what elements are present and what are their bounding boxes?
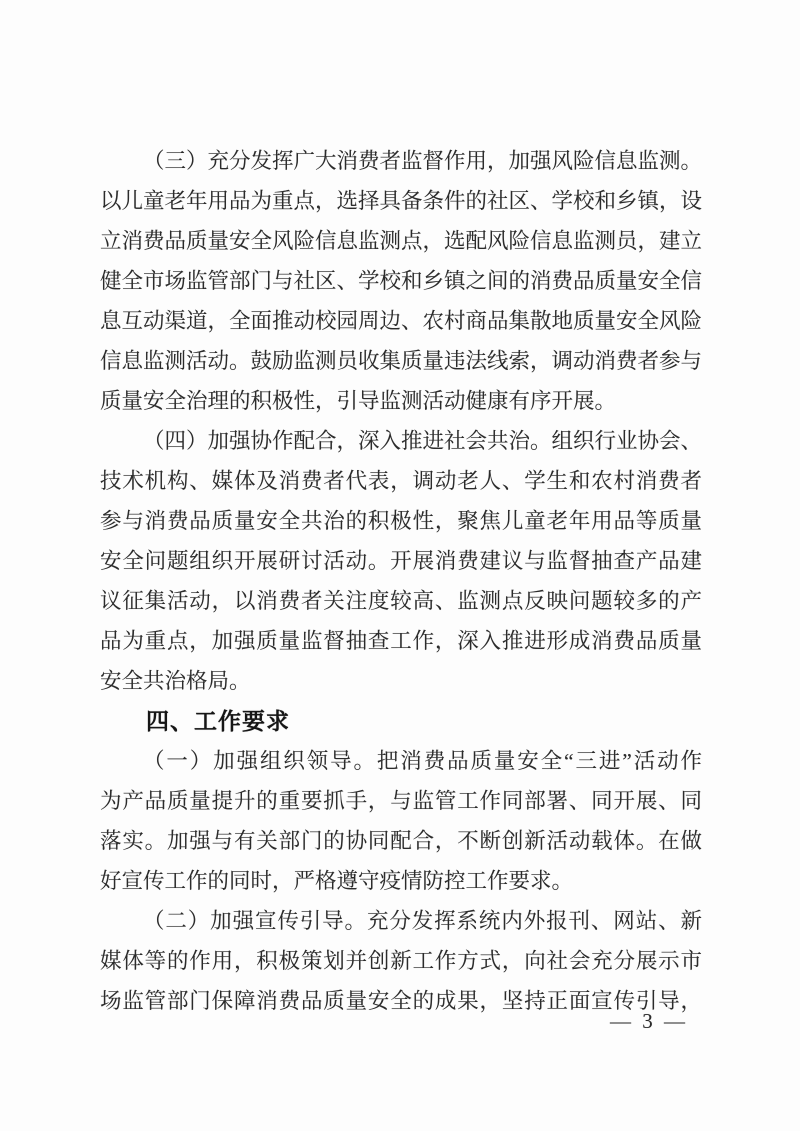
text-line: （二）加强宣传引导。充分发挥系统内外报刊、网站、新: [143, 909, 702, 933]
section-heading: 四、工作要求: [146, 708, 290, 734]
document-body: [100, 141, 702, 1021]
text-line: 好宣传工作的同时，严格遵守疫情防控工作要求。: [100, 869, 574, 893]
text-line: 参与消费品质量安全共治的积极性，聚焦儿童老年用品等质量: [100, 509, 702, 533]
text-line: 技术机构、媒体及消费者代表，调动老人、学生和农村消费者: [100, 469, 702, 493]
text-line: 为产品质量提升的重要抓手，与监管工作同部署、同开展、同: [100, 789, 702, 813]
text-line: （一）加强组织领导。把消费品质量安全“三进”活动作: [143, 749, 702, 773]
text-line: 议征集活动，以消费者关注度较高、监测点反映问题较多的产: [100, 589, 702, 613]
page-number: — 3 —: [610, 1009, 688, 1033]
text-line: 品为重点，加强质量监督抽查工作，深入推进形成消费品质量: [100, 629, 702, 653]
text-line: 质量安全治理的积极性，引导监测活动健康有序开展。: [100, 389, 617, 413]
text-line: 立消费品质量安全风险信息监测点，选配风险信息监测员，建立: [100, 229, 702, 253]
text-line: （四）加强协作配合，深入推进社会共治。组织行业协会、: [143, 429, 702, 453]
text-line: 安全共治格局。: [100, 669, 251, 693]
text-line: 以儿童老年用品为重点，选择具备条件的社区、学校和乡镇，设: [100, 189, 702, 213]
text-line: 健全市场监管部门与社区、学校和乡镇之间的消费品质量安全信: [100, 269, 702, 293]
text-line: 信息监测活动。鼓励监测员收集质量违法线索，调动消费者参与: [100, 349, 702, 373]
text-line: 媒体等的作用，积极策划并创新工作方式，向社会充分展示市: [100, 949, 702, 973]
text-line: 安全问题组织开展研讨活动。开展消费建议与监督抽查产品建: [100, 549, 702, 573]
text-line: 息互动渠道，全面推动校园周边、农村商品集散地质量安全风险: [100, 309, 702, 333]
text-line: 落实。加强与有关部门的协同配合，不断创新活动载体。在做: [100, 829, 702, 853]
text-line: （三）充分发挥广大消费者监督作用，加强风险信息监测。: [143, 149, 702, 173]
text-line: 场监管部门保障消费品质量安全的成果，坚持正面宣传引导，: [100, 989, 702, 1013]
